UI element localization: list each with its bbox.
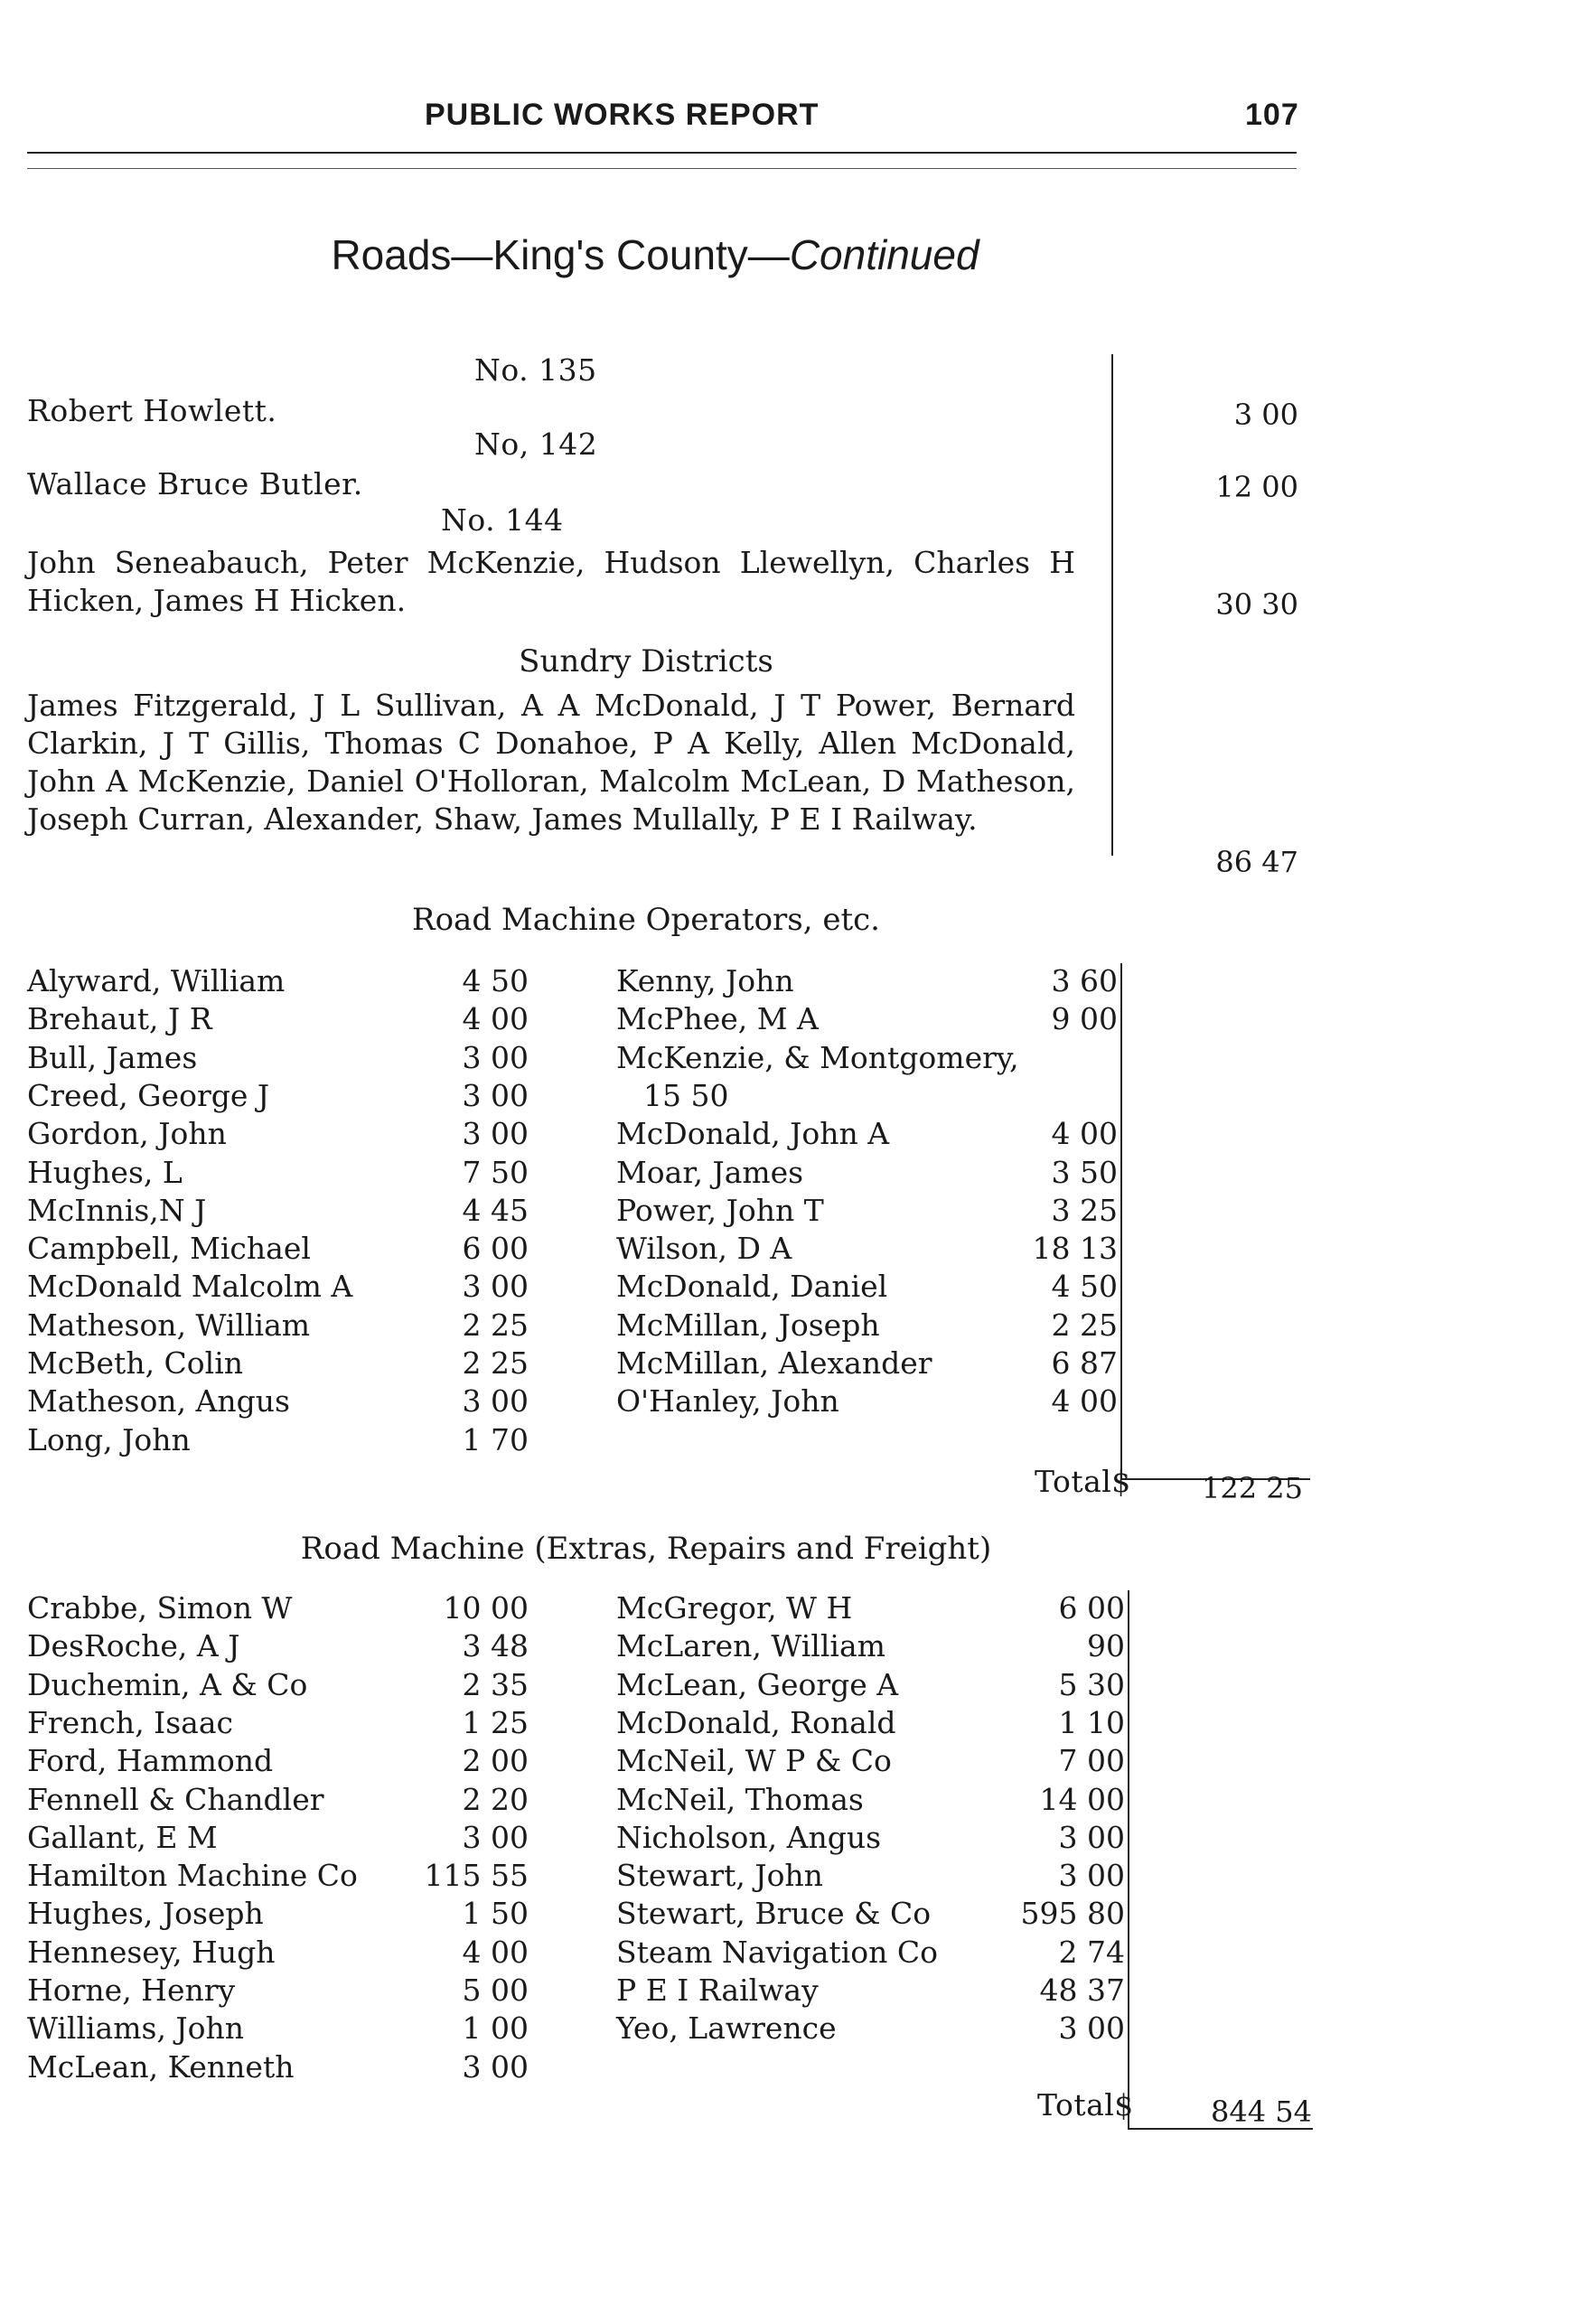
ledger-row	[27, 1269, 529, 1307]
ledger-row	[27, 1307, 529, 1345]
ledger-amount: 1 00	[462, 2010, 529, 2047]
ledger-amount: 4 50	[1051, 1269, 1118, 1305]
ledger-row	[27, 1820, 529, 1858]
ledger-name: McLean, Kenneth	[27, 2048, 295, 2085]
district-names: Wallace Bruce Butler.	[27, 466, 363, 501]
ledger-name: McBeth, Colin	[27, 1345, 244, 1381]
ledger-name: Matheson, Angus	[27, 1383, 290, 1420]
ledger-name: Hamilton Machine Co	[27, 1858, 358, 1894]
ledger-name: Duchemin, A & Co	[27, 1666, 308, 1702]
ledger-amount: 7 50	[462, 1154, 529, 1190]
district-number: No. 135	[474, 352, 597, 388]
ledger-name: McGregor, W H	[616, 1590, 853, 1626]
ledger-amount: 90	[1087, 1628, 1125, 1664]
ledger-name: McNeil, Thomas	[616, 1781, 864, 1817]
ledger-amount: 2 25	[1051, 1307, 1118, 1343]
district-names: John Seneabauch, Peter McKenzie, Hudson Llewellyn, Charles H Hicken, James H Hicken.	[27, 545, 1075, 618]
ledger-name: Stewart, John	[616, 1858, 823, 1894]
ledger-amount: 2 20	[462, 1781, 529, 1817]
ledger-name: Matheson, William	[27, 1307, 311, 1343]
ledger-name: Stewart, Bruce & Co	[616, 1896, 932, 1932]
ledger-amount: 3 00	[1058, 1858, 1125, 1894]
ledger-amount: 1 10	[1058, 1704, 1125, 1740]
ledger-row	[616, 1001, 1118, 1039]
operators-total-label: Total$	[1035, 1464, 1131, 1499]
ledger-row	[27, 1667, 529, 1705]
ledger-amount: 3 50	[1051, 1154, 1118, 1190]
ledger-amount: 48 37	[1039, 1973, 1125, 2008]
operators-column-rule	[1120, 963, 1122, 1478]
ledger-row	[27, 1628, 529, 1666]
ledger-row	[616, 1078, 1118, 1116]
ledger-name: McLean, George A	[616, 1666, 899, 1702]
ledger-name: O'Hanley, John	[616, 1383, 839, 1420]
ledger-row	[616, 1667, 1125, 1705]
ledger-name: Creed, George J	[27, 1077, 270, 1113]
ledger-amount: 4 00	[462, 1934, 529, 1970]
ledger-row	[616, 1040, 1118, 1078]
ledger-name: McDonald, Daniel	[616, 1269, 888, 1305]
ledger-row	[616, 1383, 1118, 1421]
district-number: No. 144	[441, 502, 564, 538]
ledger-name: Crabbe, Simon W	[27, 1590, 293, 1626]
ledger-row	[616, 963, 1118, 1001]
ledger-name: Nicholson, Angus	[616, 1819, 882, 1855]
ledger-amount: 3 00	[462, 1116, 529, 1152]
ledger-amount: 6 00	[462, 1231, 529, 1267]
ledger-amount: 595 80	[1020, 1896, 1125, 1932]
ledger-row	[27, 1705, 529, 1743]
ledger-amount: 5 30	[1058, 1666, 1125, 1702]
ledger-name: McInnis,N J	[27, 1192, 207, 1228]
ledger-amount: 1 25	[462, 1704, 529, 1740]
extras-title: Road Machine (Extras, Repairs and Freight)	[300, 1531, 992, 1567]
running-head-title: PUBLIC WORKS REPORT	[425, 98, 820, 132]
ledger-row	[616, 1896, 1125, 1934]
ledger-name: Ford, Hammond	[27, 1743, 274, 1779]
ledger-amount: 3 00	[462, 2048, 529, 2085]
ledger-row	[27, 1155, 529, 1193]
ledger-row	[616, 1935, 1125, 1973]
ledger-row	[27, 1001, 529, 1039]
ledger-row	[616, 1858, 1125, 1896]
ledger-name: Hennesey, Hugh	[27, 1934, 276, 1970]
ledger-amount: 4 50	[462, 963, 529, 998]
ledger-amount: 4 00	[462, 1001, 529, 1037]
ledger-amount: 2 25	[462, 1345, 529, 1381]
ledger-amount: 115 55	[424, 1858, 529, 1894]
sundry-districts-amount: 86 47	[1215, 845, 1298, 879]
ledger-amount: 9 00	[1051, 1001, 1118, 1037]
ledger-name: Long, John	[27, 1421, 191, 1457]
ledger-name: Bull, James	[27, 1039, 198, 1075]
extras-total-label: Total$	[1037, 2087, 1134, 2123]
ledger-amount: 3 00	[462, 1039, 529, 1075]
ledger-amount: 2 35	[462, 1666, 529, 1702]
ledger-amount: 2 25	[462, 1307, 529, 1343]
ledger-amount: 6 87	[1051, 1345, 1118, 1381]
ledger-name: Campbell, Michael	[27, 1231, 311, 1267]
ledger-row	[616, 1307, 1118, 1345]
ledger-amount: 4 45	[462, 1192, 529, 1228]
ledger-name: P E I Railway	[616, 1973, 819, 2008]
ledger-row	[27, 1345, 529, 1383]
ledger-name: Steam Navigation Co	[616, 1934, 938, 1970]
ledger-name: Horne, Henry	[27, 1973, 236, 2008]
ledger-amount: 4 00	[1051, 1116, 1118, 1152]
ledger-name: French, Isaac	[27, 1704, 233, 1740]
ledger-row	[27, 1935, 529, 1973]
ledger-row	[616, 1590, 1125, 1628]
district-amount: 12 00	[1215, 470, 1298, 504]
ledger-name: Hughes, Joseph	[27, 1896, 264, 1932]
ledger-name: Alyward, William	[27, 963, 286, 998]
ledger-row	[27, 1590, 529, 1628]
ledger-row	[616, 1628, 1125, 1666]
ledger-row	[616, 1269, 1118, 1307]
amount-column-rule	[1111, 354, 1113, 856]
extras-total-amount: 844 54	[1211, 2094, 1312, 2129]
ledger-row	[27, 1782, 529, 1820]
ledger-row	[27, 1116, 529, 1154]
ledger-name: Yeo, Lawrence	[616, 2010, 837, 2047]
ledger-row	[27, 1422, 529, 1460]
operators-total-amount: 122 25	[1202, 1471, 1303, 1505]
ledger-row	[616, 1155, 1118, 1193]
ledger-row	[616, 1743, 1125, 1781]
ledger-row	[27, 2049, 529, 2087]
ledger-name: Gordon, John	[27, 1116, 227, 1152]
page-number: 107	[1245, 98, 1299, 132]
ledger-row	[616, 1973, 1125, 2010]
ledger-name: Moar, James	[616, 1154, 804, 1190]
ledger-row	[27, 1383, 529, 1421]
header-rule-bottom	[27, 168, 1297, 169]
sundry-districts-title: Sundry Districts	[519, 643, 773, 679]
ledger-row	[616, 1820, 1125, 1858]
ledger-name: Williams, John	[27, 2010, 245, 2047]
ledger-amount: 6 00	[1058, 1590, 1125, 1626]
ledger-amount: 1 70	[462, 1421, 529, 1457]
ledger-amount: 3 00	[1058, 2010, 1125, 2047]
ledger-amount: 7 00	[1058, 1743, 1125, 1779]
header-rule-top	[27, 152, 1297, 154]
ledger-amount: 3 25	[1051, 1192, 1118, 1228]
extras-column-rule	[1128, 1590, 1129, 2128]
ledger-row	[27, 2010, 529, 2048]
section-heading: Roads—King's County—Continued	[331, 231, 979, 278]
ledger-name: McPhee, M A	[616, 1001, 819, 1037]
ledger-name: 15 50	[643, 1077, 729, 1113]
district-number: No, 142	[474, 426, 598, 462]
ledger-row	[616, 1782, 1125, 1820]
ledger-amount: 2 74	[1058, 1934, 1125, 1970]
ledger-name: McKenzie, & Montgomery,	[616, 1039, 1019, 1075]
ledger-row	[616, 1705, 1125, 1743]
ledger-name: McDonald, Ronald	[616, 1704, 896, 1740]
ledger-row	[27, 1896, 529, 1934]
ledger-name: DesRoche, A J	[27, 1628, 240, 1664]
ledger-name: McDonald, John A	[616, 1116, 890, 1152]
ledger-name: Kenny, John	[616, 963, 794, 998]
ledger-amount: 14 00	[1039, 1781, 1125, 1817]
ledger-name: Fennell & Chandler	[27, 1781, 324, 1817]
ledger-name: Gallant, E M	[27, 1819, 218, 1855]
ledger-amount: 2 00	[462, 1743, 529, 1779]
ledger-amount: 3 60	[1051, 963, 1118, 998]
ledger-name: Wilson, D A	[616, 1231, 792, 1267]
ledger-row	[616, 1231, 1118, 1269]
ledger-name: McMillan, Joseph	[616, 1307, 880, 1343]
ledger-name: McNeil, W P & Co	[616, 1743, 892, 1779]
ledger-amount: 18 13	[1032, 1231, 1118, 1267]
district-amount: 30 30	[1215, 587, 1298, 622]
ledger-row	[27, 1040, 529, 1078]
ledger-row	[27, 1193, 529, 1231]
ledger-amount: 3 48	[462, 1628, 529, 1664]
ledger-row	[27, 1973, 529, 2010]
ledger-row	[616, 1345, 1118, 1383]
ledger-name: McLaren, William	[616, 1628, 885, 1664]
ledger-row	[27, 1743, 529, 1781]
district-amount: 3 00	[1233, 398, 1298, 432]
ledger-amount: 5 00	[462, 1973, 529, 2008]
ledger-name: Brehaut, J R	[27, 1001, 212, 1037]
ledger-row	[27, 1078, 529, 1116]
ledger-amount: 3 00	[462, 1077, 529, 1113]
ledger-row	[616, 1116, 1118, 1154]
ledger-row	[27, 963, 529, 1001]
district-names: Robert Howlett.	[27, 393, 277, 428]
ledger-amount: 3 00	[462, 1269, 529, 1305]
ledger-name: McMillan, Alexander	[616, 1345, 932, 1381]
ledger-name: McDonald Malcolm A	[27, 1269, 353, 1305]
ledger-amount: 1 50	[462, 1896, 529, 1932]
ledger-amount: 3 00	[462, 1383, 529, 1420]
ledger-amount: 10 00	[443, 1590, 529, 1626]
ledger-name: Power, John T	[616, 1192, 824, 1228]
ledger-row	[616, 2010, 1125, 2048]
ledger-row	[27, 1858, 529, 1896]
ledger-amount: 3 00	[462, 1819, 529, 1855]
ledger-amount: 3 00	[1058, 1819, 1125, 1855]
operators-title: Road Machine Operators, etc.	[411, 902, 880, 938]
ledger-row	[616, 1193, 1118, 1231]
sundry-districts-names: James Fitzgerald, J L Sullivan, A A McDonald, J T Power, Bernard Clarkin, J T Gillis, Thomas C Donahoe, P A Kelly, Allen McDonald, John A McKenzie, Daniel O'Holloran, Malcolm McLean, D Matheson, Joseph Curran, Alexander, Shaw, James Mullally, P E I Railway.	[27, 688, 1075, 837]
ledger-row	[27, 1231, 529, 1269]
ledger-name: Hughes, L	[27, 1154, 183, 1190]
ledger-amount: 4 00	[1051, 1383, 1118, 1420]
